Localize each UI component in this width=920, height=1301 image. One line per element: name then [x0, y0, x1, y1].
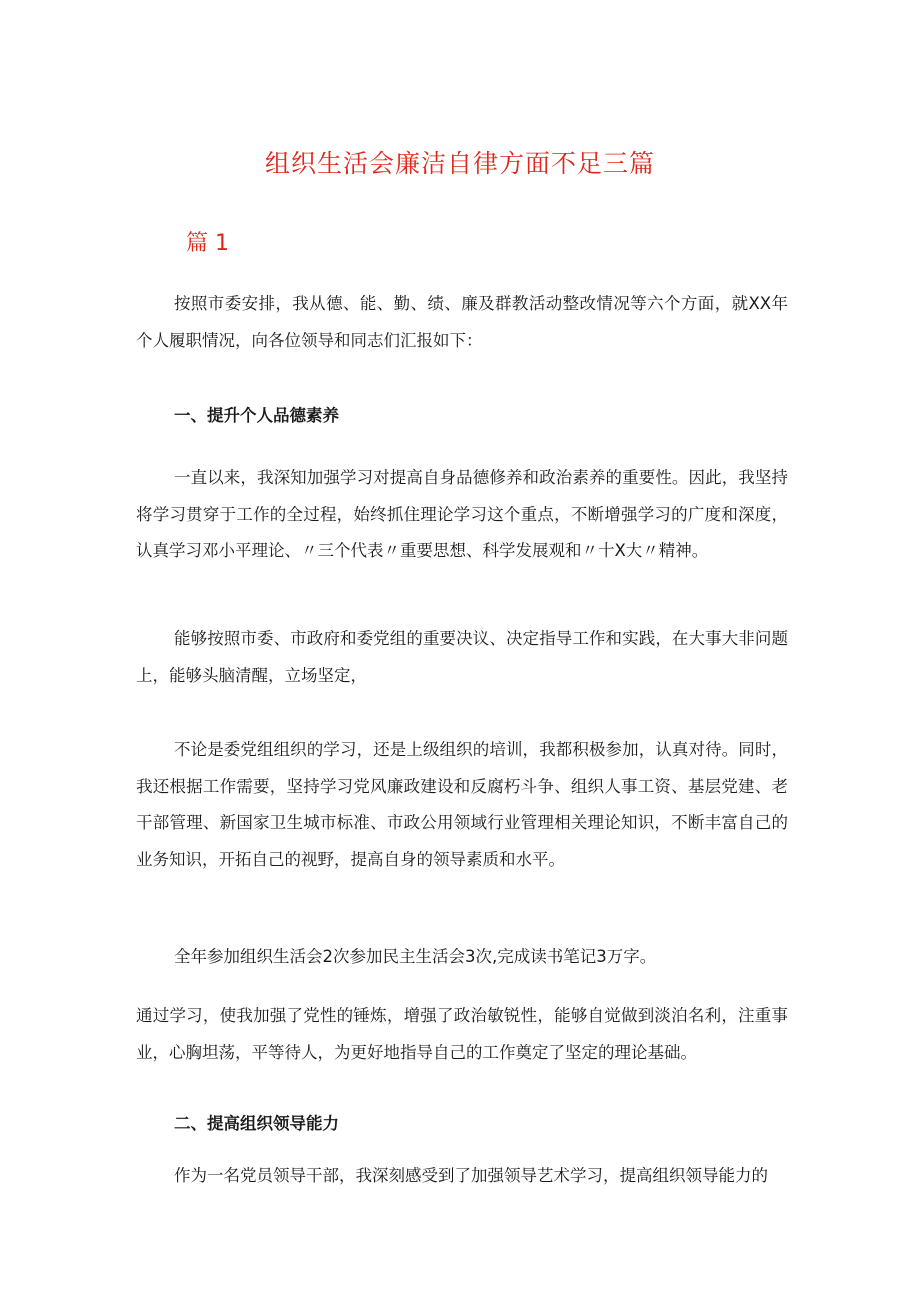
paragraph-5: 通过学习，使我加强了党性的锤炼，增强了政治敏锐性，能够自觉做到淡泊名利，注重事业，心胸坦荡，平等待人，为更好地指导自己的工作奠定了坚定的理论基础。	[136, 1006, 788, 1062]
paragraph-1: 一直以来，我深知加强学习对提高自身品德修养和政治素养的重要性。因此，我坚持将学习贯穿于工作的全过程，始终抓住理论学习这个重点，不断增强学习的广度和深度，认真学习邓小平理论、〃三个代表〃重要思想、科学发展观和〃十X大〃精神。	[136, 468, 788, 560]
section-heading-2: 二、提高组织领导能力	[174, 1114, 339, 1133]
paragraph-2: 能够按照市委、市政府和委党组的重要决议、决定指导工作和实践，在大事大非问题上，能够头脑清醒，立场坚定，	[136, 629, 788, 685]
paragraph-4: 全年参加组织生活会2次参加民主生活会3次,完成读书笔记3万字。	[174, 947, 657, 966]
section-label: 篇 1	[186, 231, 229, 256]
intro-paragraph: 按照市委安排，我从德、能、勤、绩、廉及群教活动整改情况等六个方面，就XX年个人履职情况，向各位领导和同志们汇报如下：	[136, 294, 788, 350]
paragraph-6: 作为一名党员领导干部，我深刻感受到了加强领导艺术学习，提高组织领导能力的	[174, 1166, 768, 1185]
document-title: 组织生活会廉洁自律方面不足三篇	[264, 149, 655, 178]
section-heading-1: 一、提升个人品德素养	[174, 406, 339, 425]
paragraph-3: 不论是委党组组织的学习，还是上级组织的培训，我都积极参加，认真对待。同时，我还根据工作需要，坚持学习党风廉政建设和反腐朽斗争、组织人事工资、基层党建、老干部管理、新国家卫生城市标准、市政公用领域行业管理相关理论知识，不断丰富自己的业务知识，开拓自己的视野，提高自身的领导素质和水平。	[136, 740, 788, 869]
